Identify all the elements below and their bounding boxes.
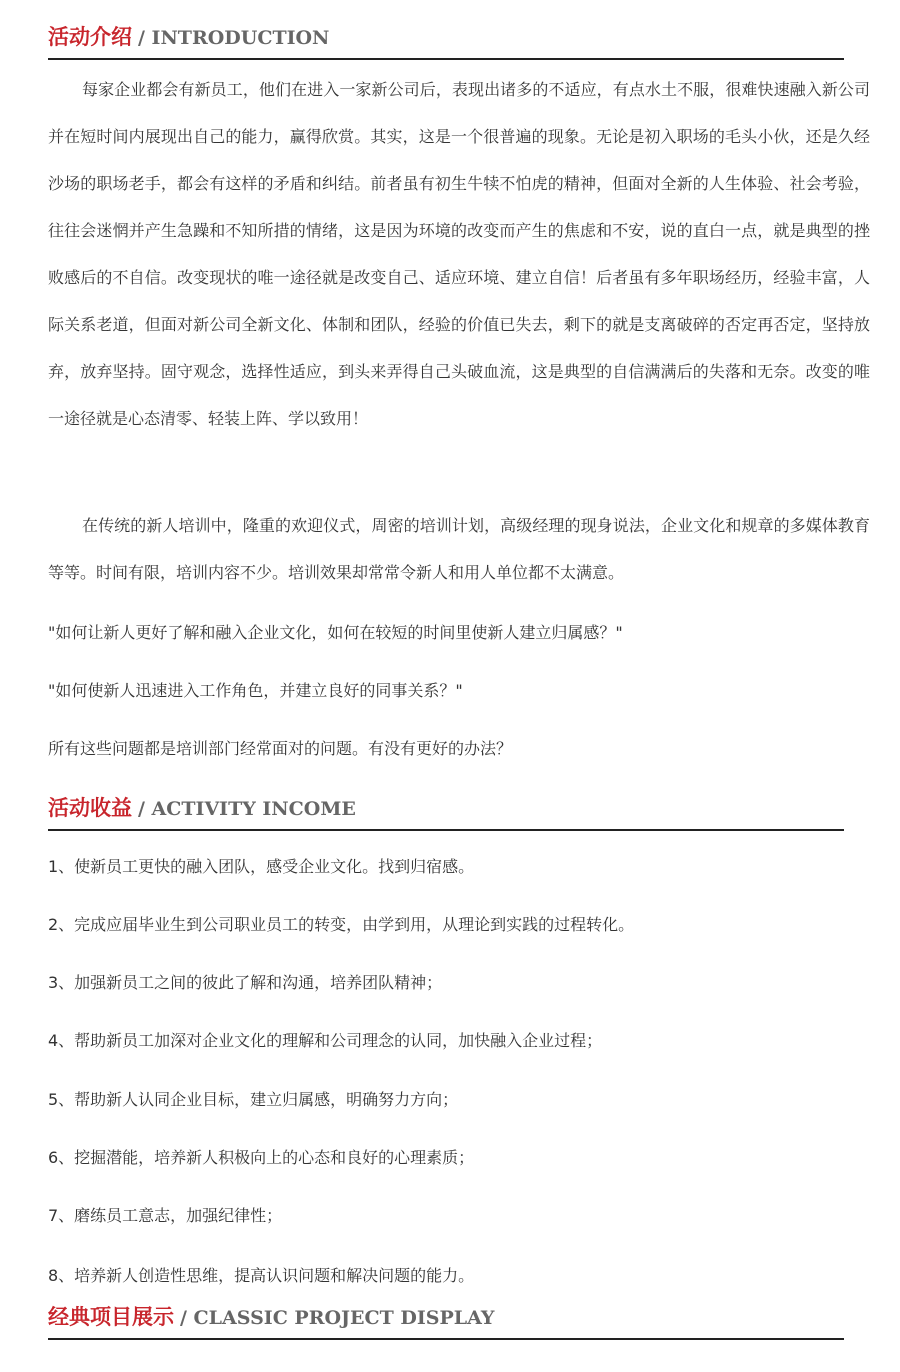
classic-header	[48, 1304, 844, 1340]
income-header	[48, 795, 844, 831]
benefit-item: 2、完成应届毕业生到公司职业员工的转变，由学到用，从理论到实践的过程转化。	[48, 915, 635, 934]
introduction-closing: 所有这些问题都是培训部门经常面对的问题。有没有更好的办法？	[48, 739, 513, 758]
introduction-paragraph-2: 在传统的新人培训中，隆重的欢迎仪式，周密的培训计划，高级经理的现身说法，企业文化和规章的多媒体教育等等。时间有限，培训内容不少。培训效果却常常令新人和用人单位都不太满意。	[48, 516, 870, 582]
benefit-item: 3、加强新员工之间的彼此了解和沟通，培养团队精神；	[48, 973, 443, 992]
benefit-item: 4、帮助新员工加深对企业文化的理解和公司理念的认同，加快融入企业过程；	[48, 1031, 603, 1050]
benefit-item: 1、使新员工更快的融入团队，感受企业文化。找到归宿感。	[48, 857, 475, 876]
income-title-en: / ACTIVITY INCOME	[138, 798, 356, 820]
benefit-item: 6、挖掘潜能，培养新人积极向上的心态和良好的心理素质；	[48, 1148, 475, 1167]
introduction-title	[48, 22, 329, 54]
introduction-question-2: "如何使新人迅速进入工作角色，并建立良好的同事关系？"	[48, 681, 463, 700]
introduction-title-en: / INTRODUCTION	[138, 27, 330, 49]
introduction-title-cn: 活动介绍	[48, 25, 132, 49]
benefit-item: 7、磨练员工意志，加强纪律性；	[48, 1206, 283, 1225]
income-title	[48, 793, 356, 825]
classic-title-en: / CLASSIC PROJECT DISPLAY	[180, 1307, 495, 1329]
benefit-item: 8、培养新人创造性思维，提高认识问题和解决问题的能力。	[48, 1266, 475, 1285]
classic-title-cn: 经典项目展示	[48, 1305, 174, 1329]
benefit-item: 5、帮助新人认同企业目标，建立归属感，明确努力方向；	[48, 1090, 459, 1109]
introduction-header	[48, 24, 844, 60]
classic-title	[48, 1302, 495, 1334]
introduction-question-1: "如何让新人更好了解和融入企业文化，如何在较短的时间里使新人建立归属感？"	[48, 623, 623, 642]
income-title-cn: 活动收益	[48, 796, 132, 820]
introduction-paragraph-1: 每家企业都会有新员工，他们在进入一家新公司后，表现出诸多的不适应，有点水土不服，很难快速融入新公司并在短时间内展现出自己的能力，赢得欣赏。其实，这是一个很普遍的现象。无论是初入职场的毛头小伙，还是久经沙场的职场老手，都会有这样的矛盾和纠结。前者虽有初生牛犊不怕虎的精神，但面对全新的人生体验、社会考验，往往会迷惘并产生急躁和不知所措的情绪，这是因为环境的改变而产生的焦虑和不安，说的直白一点，就是典型的挫败感后的不自信。改变现状的唯一途径就是改变自己、适应环境、建立自信！后者虽有多年职场经历，经验丰富，人际关系老道，但面对新公司全新文化、体制和团队，经验的价值已失去，剩下的就是支离破碎的否定再否定，坚持放弃，放弃坚持。固守观念，选择性适应，到头来弄得自己头破血流，这是典型的自信满满后的失落和无奈。改变的唯一途径就是心态清零、轻装上阵、学以致用！	[48, 80, 870, 428]
